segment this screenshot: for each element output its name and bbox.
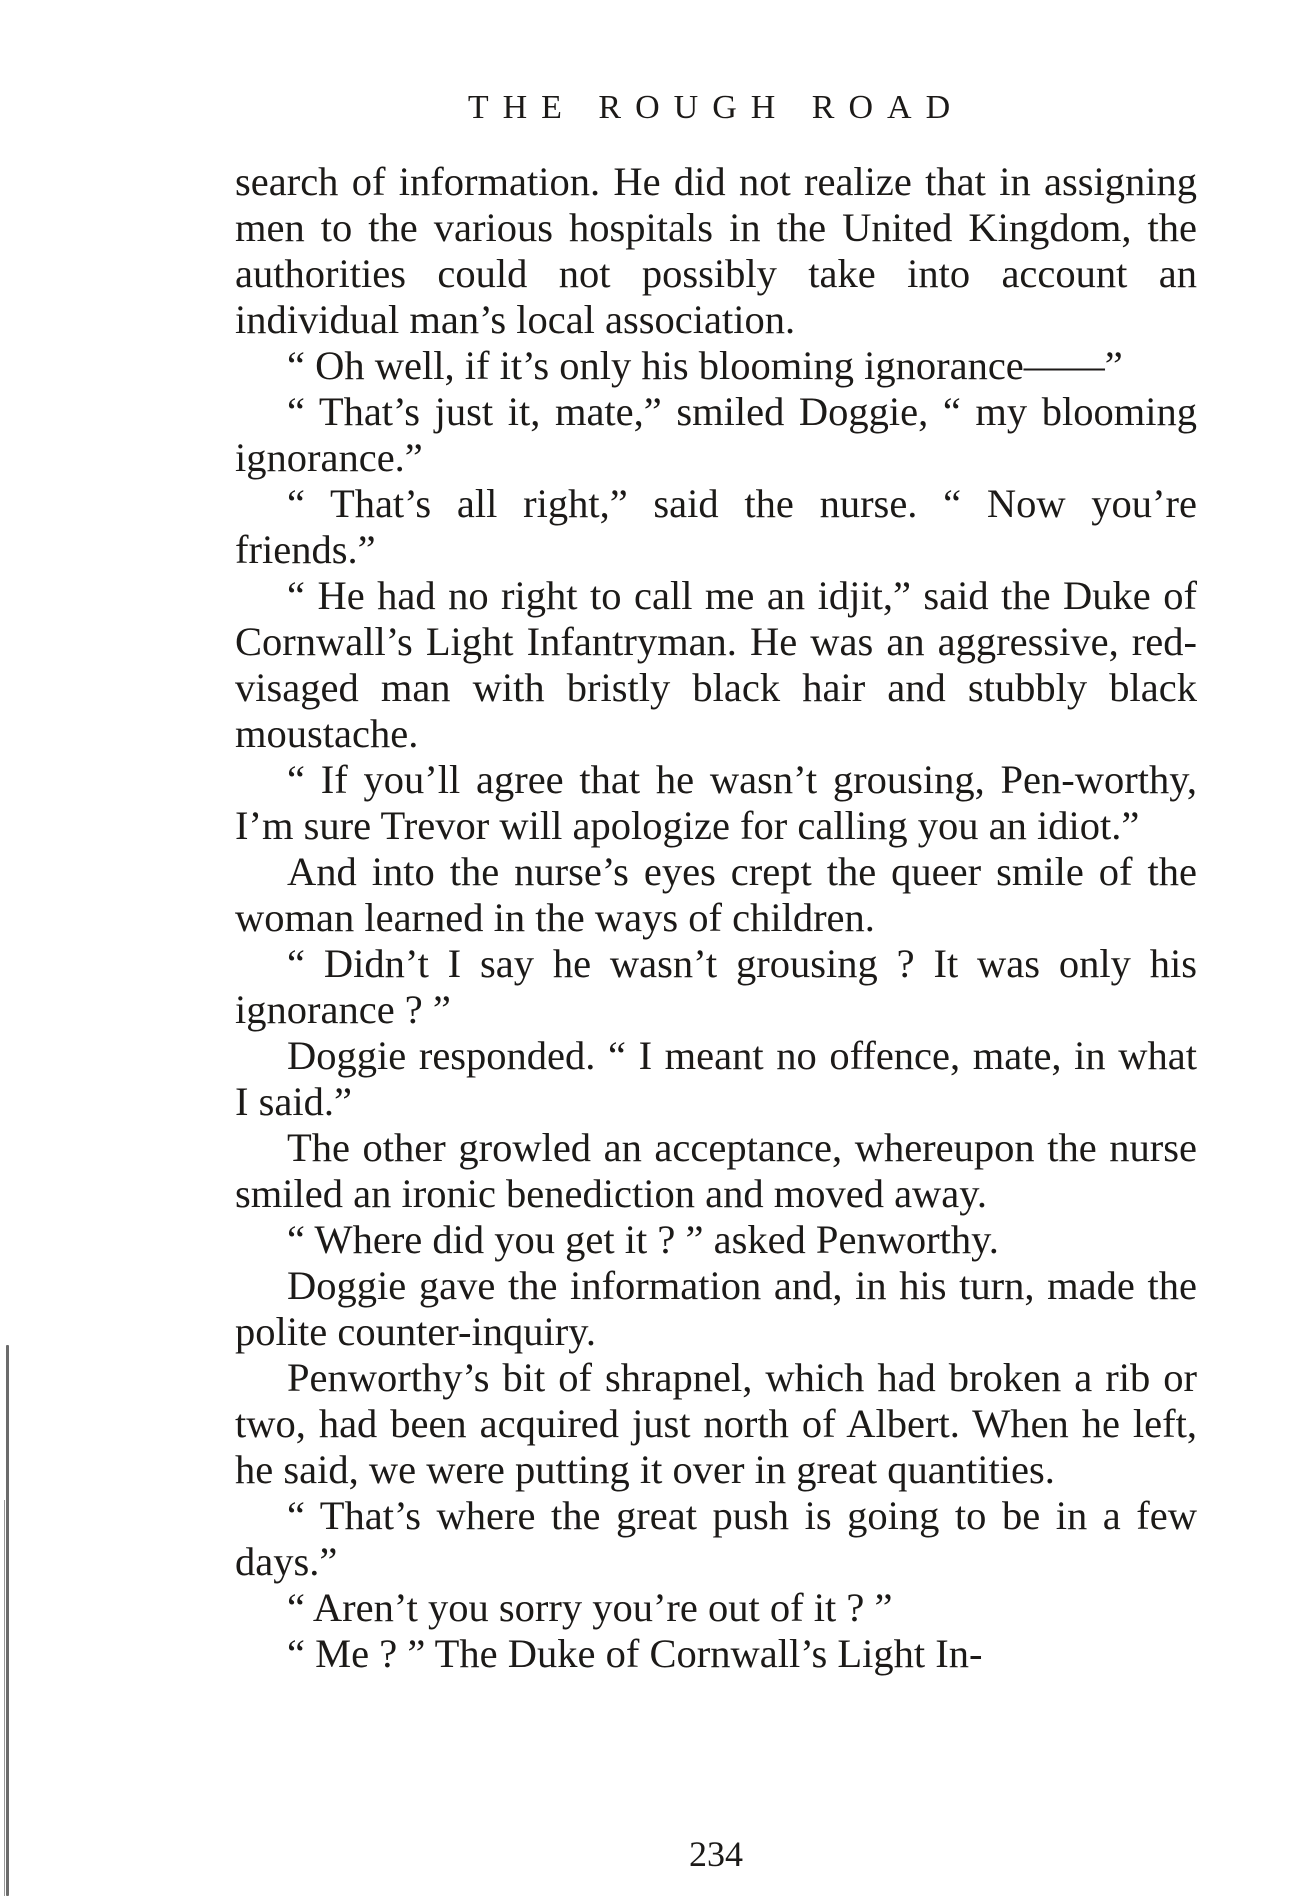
paragraph: “ He had no right to call me an idjit,” said the Duke of Cornwall’s Light Infantryman. He was an aggressive, red-visaged man with bristly black hair and stubbly black moustache. [235, 573, 1197, 756]
paragraph: “ Me ? ” The Duke of Cornwall’s Light In- [287, 1631, 983, 1676]
paragraph: “ Oh well, if it’s only his blooming ignorance——” [287, 343, 1123, 388]
binding-edge [6, 1345, 9, 1896]
paragraph: And into the nurse’s eyes crept the queer smile of the woman learned in the ways of children. [235, 849, 1197, 940]
paragraph: “ That’s just it, mate,” smiled Doggie, “ my blooming ignorance.” [235, 389, 1197, 480]
paragraph: “ That’s all right,” said the nurse. “ Now you’re friends.” [235, 481, 1197, 572]
binding-edge-inner [4, 1500, 5, 1896]
paragraph: “ If you’ll agree that he wasn’t grousing, Pen-worthy, I’m sure Trevor will apologize for calling you an idiot.” [235, 757, 1197, 848]
running-head: THE ROUGH ROAD [467, 89, 965, 126]
paragraph: Doggie responded. “ I meant no offence, mate, in what I said.” [235, 1033, 1197, 1124]
paragraph: Penworthy’s bit of shrapnel, which had broken a rib or two, had been acquired just north of Albert. When he left, he said, we were putting it over in great quantities. [235, 1355, 1197, 1492]
body-text [235, 159, 1197, 1677]
paragraph: “ Aren’t you sorry you’re out of it ? ” [287, 1585, 893, 1630]
page-number: 234 [689, 1834, 743, 1874]
paragraph: “ Where did you get it ? ” asked Penworthy. [287, 1217, 999, 1262]
paragraph: search of information. He did not realize that in assigning men to the various hospitals in the United Kingdom, the authorities could not possibly take into account an individual man’s local association. [235, 159, 1197, 342]
paragraph: “ Didn’t I say he wasn’t grousing ? It was only his ignorance ? ” [235, 941, 1197, 1032]
paragraph: “ That’s where the great push is going to be in a few days.” [235, 1493, 1197, 1584]
paragraph: Doggie gave the information and, in his turn, made the polite counter-inquiry. [235, 1263, 1197, 1354]
paragraph: The other growled an acceptance, whereupon the nurse smiled an ironic benediction and moved away. [235, 1125, 1197, 1216]
